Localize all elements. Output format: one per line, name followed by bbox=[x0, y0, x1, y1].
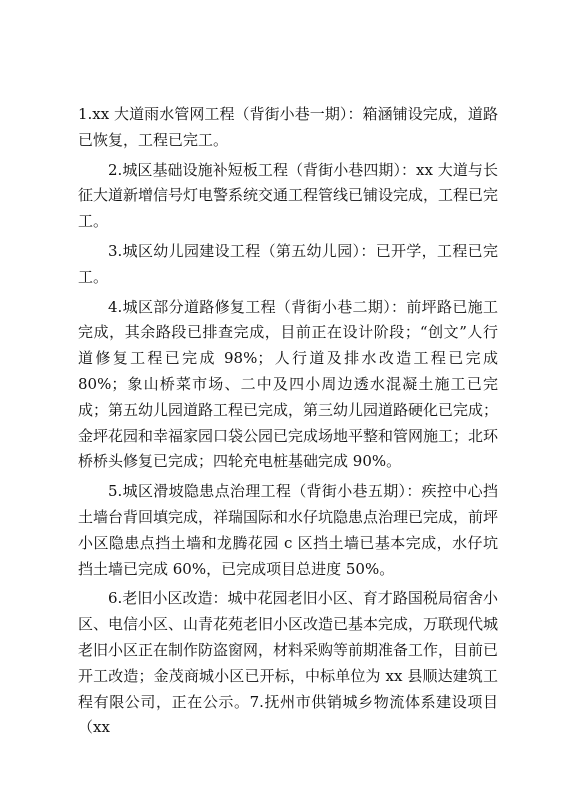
document-body bbox=[78, 102, 498, 745]
paragraph-6: 6.老旧小区改造：城中花园老旧小区、育才路国税局宿舍小区、电信小区、山青花苑老旧小区改造已基本完成，万联现代城老旧小区正在制作防盗窗网，材料采购等前期准备工作，目前已开工改造；金茂商城小区已开标，中标单位为 xx 县顺达建筑工程有限公司，正在公示。7.抚州市供销城乡物流体系建设项目（xx bbox=[78, 589, 499, 737]
paragraph-2: 2.城区基础设施补短板工程（背街小巷四期）：xx 大道与长征大道新增信号灯电警系统交通工程管线已铺设完成，工程已完工。 bbox=[78, 160, 499, 231]
paragraph-5: 5.城区滑坡隐患点治理工程（背街小巷五期）：疾控中心挡土墙台背回填完成，祥瑞国际和水仔坑隐患点治理已完成，前坪小区隐患点挡土墙和龙腾花园 c 区挡土墙已基本完成，水仔坑挡土墙已完成 60%，已完成项目总进度 50%。 bbox=[78, 482, 499, 578]
paragraph-3: 3.城区幼儿园建设工程（第五幼儿园）：已开学，工程已完工。 bbox=[78, 241, 498, 286]
paragraph-1: 1.xx 大道雨水管网工程（背街小巷一期）：箱涵铺设完成，道路已恢复，工程已完工。 bbox=[78, 105, 498, 149]
paragraph-4: 4.城区部分道路修复工程（背街小巷二期）：前坪路已施工完成，其余路段已排查完成，目前正在设计阶段；“创文”人行道修复工程已完成 98%；人行道及排水改造工程已完成 80%；象山桥菜市场、二中及四小周边透水混凝土施工已完成；第五幼儿园道路工程已完成，第三幼儿园道路硬化已完成；金坪花园和幸福家园口袋公园已完成场地平整和管网施工；北环桥桥头修复已完成；四轮充电桩基础完成 90%。 bbox=[78, 297, 499, 471]
